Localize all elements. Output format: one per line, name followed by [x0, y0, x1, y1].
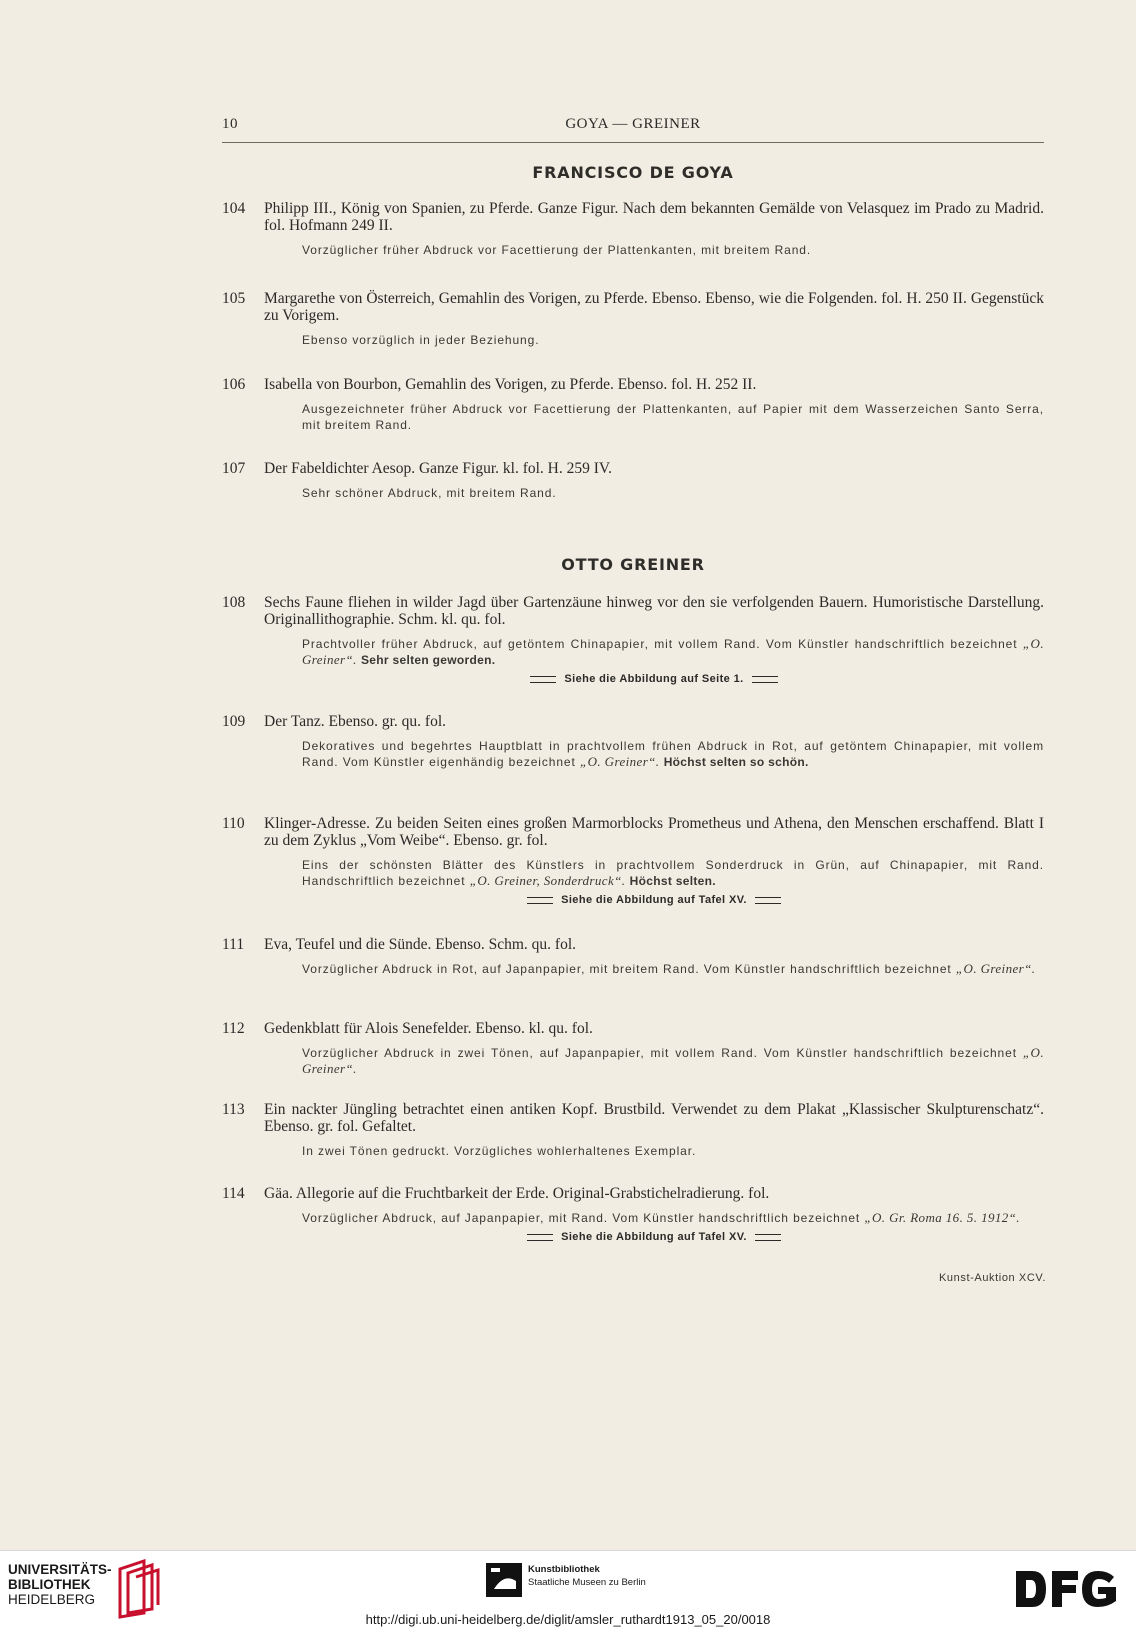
- entry-110: [222, 815, 1044, 906]
- entry-title: Philipp III., König von Spanien, zu Pferde. Ganze Figur. Nach dem bekannten Gemälde von Velasquez im Prado zu Madrid. fol. Hofmann 249 II.: [264, 200, 1044, 234]
- entry-number: 111: [222, 936, 245, 953]
- see-reference: [264, 894, 1044, 906]
- entry-number: 113: [222, 1101, 245, 1118]
- uni-line-1: UNIVERSITÄTS-: [8, 1562, 112, 1577]
- note-text: Prachtvoller früher Abdruck, auf getöntem Chinapapier, mit vollem Rand. Vom Künstler handschriftlich bezeichnet: [302, 637, 1018, 651]
- ornament-rule: [755, 897, 781, 904]
- entry-note: Sehr schöner Abdruck, mit breitem Rand.: [302, 486, 557, 500]
- entry-113: [222, 1101, 1044, 1159]
- header-rule: [222, 142, 1044, 143]
- section-heading-goya: FRANCISCO DE GOYA: [532, 163, 734, 182]
- ornament-rule: [752, 676, 778, 683]
- entry-note: [302, 961, 1044, 977]
- rarity-remark: Sehr selten geworden.: [361, 653, 496, 667]
- digitization-footer: [0, 1550, 1136, 1630]
- entry-title: Sechs Faune fliehen in wilder Jagd über Gartenzäune hinweg vor den sie verfolgenden Bauern. Humoristische Darstellung. Originallithographie. Schm. kl. qu. fol.: [264, 594, 1044, 628]
- see-reference: [264, 673, 1044, 685]
- note-text: Vorzüglicher Abdruck, auf Japanpapier, mit Rand. Vom Künstler handschriftlich bezeichnet: [302, 1211, 861, 1225]
- kunstbibliothek-label[interactable]: [528, 1563, 646, 1589]
- note-text: Vorzüglicher Abdruck in zwei Tönen, auf Japanpapier, mit vollem Rand. Vom Künstler handschriftlich bezeichnet: [302, 1046, 1017, 1060]
- entry-note: [302, 636, 1044, 668]
- ornament-rule: [527, 897, 553, 904]
- artist-signature: „O. Greiner, Sonderdruck“.: [469, 873, 626, 888]
- entry-number: 114: [222, 1185, 245, 1202]
- kunstbibliothek-logo-icon: [486, 1563, 522, 1597]
- rarity-remark: Höchst selten.: [629, 874, 716, 888]
- see-reference-text: Siehe die Abbildung auf Tafel XV.: [561, 894, 747, 906]
- university-library-emblem-icon: [114, 1559, 160, 1619]
- entry-number: 107: [222, 460, 246, 477]
- uni-line-3: HEIDELBERG: [8, 1592, 96, 1607]
- entry-number: 104: [222, 200, 246, 217]
- entry-111: [222, 936, 1044, 977]
- university-library-logo-text[interactable]: [8, 1562, 112, 1607]
- entry-104: [222, 200, 1044, 258]
- entry-note: In zwei Tönen gedruckt. Vorzügliches wohlerhaltenes Exemplar.: [302, 1144, 697, 1158]
- entry-number: 110: [222, 815, 245, 832]
- see-reference-text: Siehe die Abbildung auf Tafel XV.: [561, 1231, 747, 1243]
- running-head: [222, 116, 1044, 138]
- entry-title: Eva, Teufel und die Sünde. Ebenso. Schm. qu. fol.: [264, 936, 577, 953]
- entry-note: [302, 738, 1044, 770]
- entry-title: Der Fabeldichter Aesop. Ganze Figur. kl. fol. H. 259 IV.: [264, 460, 612, 477]
- permalink-url[interactable]: http://digi.ub.uni-heidelberg.de/diglit/amsler_ruthardt1913_05_20/0018: [365, 1612, 771, 1627]
- auction-footnote: Kunst-Auktion XCV.: [938, 1272, 1046, 1284]
- note-text: Vorzüglicher Abdruck in Rot, auf Japanpapier, mit breitem Rand. Vom Künstler handschriftlich bezeichnet: [302, 962, 952, 976]
- entry-title: Margarethe von Österreich, Gemahlin des Vorigen, zu Pferde. Ebenso. Ebenso, wie die Folgenden. fol. H. 250 II. Gegenstück zu Vorigem.: [264, 290, 1044, 324]
- artist-signature: „O. Greiner“.: [302, 1045, 1044, 1076]
- entry-title: Gäa. Allegorie auf die Fruchtbarkeit der Erde. Original-Grabstichelradierung. fol.: [264, 1185, 770, 1202]
- entry-109: [222, 713, 1044, 770]
- entry-number: 105: [222, 290, 246, 307]
- section-heading-greiner: OTTO GREINER: [561, 555, 705, 574]
- entry-number: 109: [222, 713, 246, 730]
- artist-signature: „O. Greiner“.: [302, 636, 1044, 667]
- note-text: Eins der schönsten Blätter des Künstlers in prachtvollem Sonderdruck in Grün, auf Chinapapier, mit Rand. Handschriftlich bezeichnet: [302, 858, 1044, 888]
- uni-line-2: BIBLIOTHEK: [8, 1577, 91, 1592]
- rarity-remark: Höchst selten so schön.: [663, 755, 809, 769]
- entry-number: 108: [222, 594, 246, 611]
- artist-signature: „O. Greiner“.: [955, 961, 1036, 976]
- entry-105: [222, 290, 1044, 348]
- entry-title: Der Tanz. Ebenso. gr. qu. fol.: [264, 713, 447, 730]
- see-reference-text: Siehe die Abbildung auf Seite 1.: [564, 673, 744, 685]
- entry-note: Ebenso vorzüglich in jeder Beziehung.: [302, 333, 540, 347]
- entry-title: Gedenkblatt für Alois Senefelder. Ebenso. kl. qu. fol.: [264, 1020, 593, 1037]
- entry-note: [302, 1210, 1044, 1226]
- running-title: GOYA — GREINER: [565, 116, 701, 132]
- ornament-rule: [755, 1234, 781, 1241]
- entry-107: [222, 460, 1044, 501]
- page-number: 10: [222, 116, 238, 132]
- kb-line-2: Staatliche Museen zu Berlin: [528, 1577, 646, 1588]
- entry-note: Vorzüglicher früher Abdruck vor Facettierung der Plattenkanten, mit breitem Rand.: [302, 243, 812, 257]
- entry-title: Ein nackter Jüngling betrachtet einen antiken Kopf. Brustbild. Verwendet zu dem Plakat „Klassischer Skulpturenschatz“. Ebenso. gr. fol. Gefaltet.: [264, 1101, 1044, 1135]
- entry-106: [222, 376, 1044, 433]
- entry-112: [222, 1020, 1044, 1077]
- entry-note: [302, 1045, 1044, 1077]
- see-reference: [264, 1231, 1044, 1243]
- entry-number: 106: [222, 376, 246, 393]
- entry-number: 112: [222, 1020, 245, 1037]
- artist-signature: „O. Greiner“.: [579, 754, 660, 769]
- entry-title: Klinger-Adresse. Zu beiden Seiten eines großen Marmorblocks Prometheus und Athena, den Menschen erschaffend. Blatt I zu dem Zyklus „Vom Weibe“. Ebenso. gr. fol.: [264, 815, 1044, 849]
- ornament-rule: [530, 676, 556, 683]
- entry-114: [222, 1185, 1044, 1243]
- entry-note: [302, 857, 1044, 889]
- artist-signature: „O. Gr. Roma 16. 5. 1912“.: [864, 1210, 1020, 1225]
- entry-108: [222, 594, 1044, 685]
- kb-line-1: Kunstbibliothek: [528, 1564, 600, 1575]
- note-text: Dekoratives und begehrtes Hauptblatt in prachtvollem frühen Abdruck in Rot, auf getöntem Chinapapier, mit vollem Rand. Vom Künstler eigenhändig bezeichnet: [302, 739, 1044, 769]
- dfg-logo-icon[interactable]: [1014, 1569, 1118, 1609]
- entry-title: Isabella von Bourbon, Gemahlin des Vorigen, zu Pferde. Ebenso. fol. H. 252 II.: [264, 376, 757, 393]
- ornament-rule: [527, 1234, 553, 1241]
- entry-note: Ausgezeichneter früher Abdruck vor Facettierung der Plattenkanten, auf Papier mit dem Wasserzeichen Santo Serra, mit breitem Rand.: [302, 402, 1044, 432]
